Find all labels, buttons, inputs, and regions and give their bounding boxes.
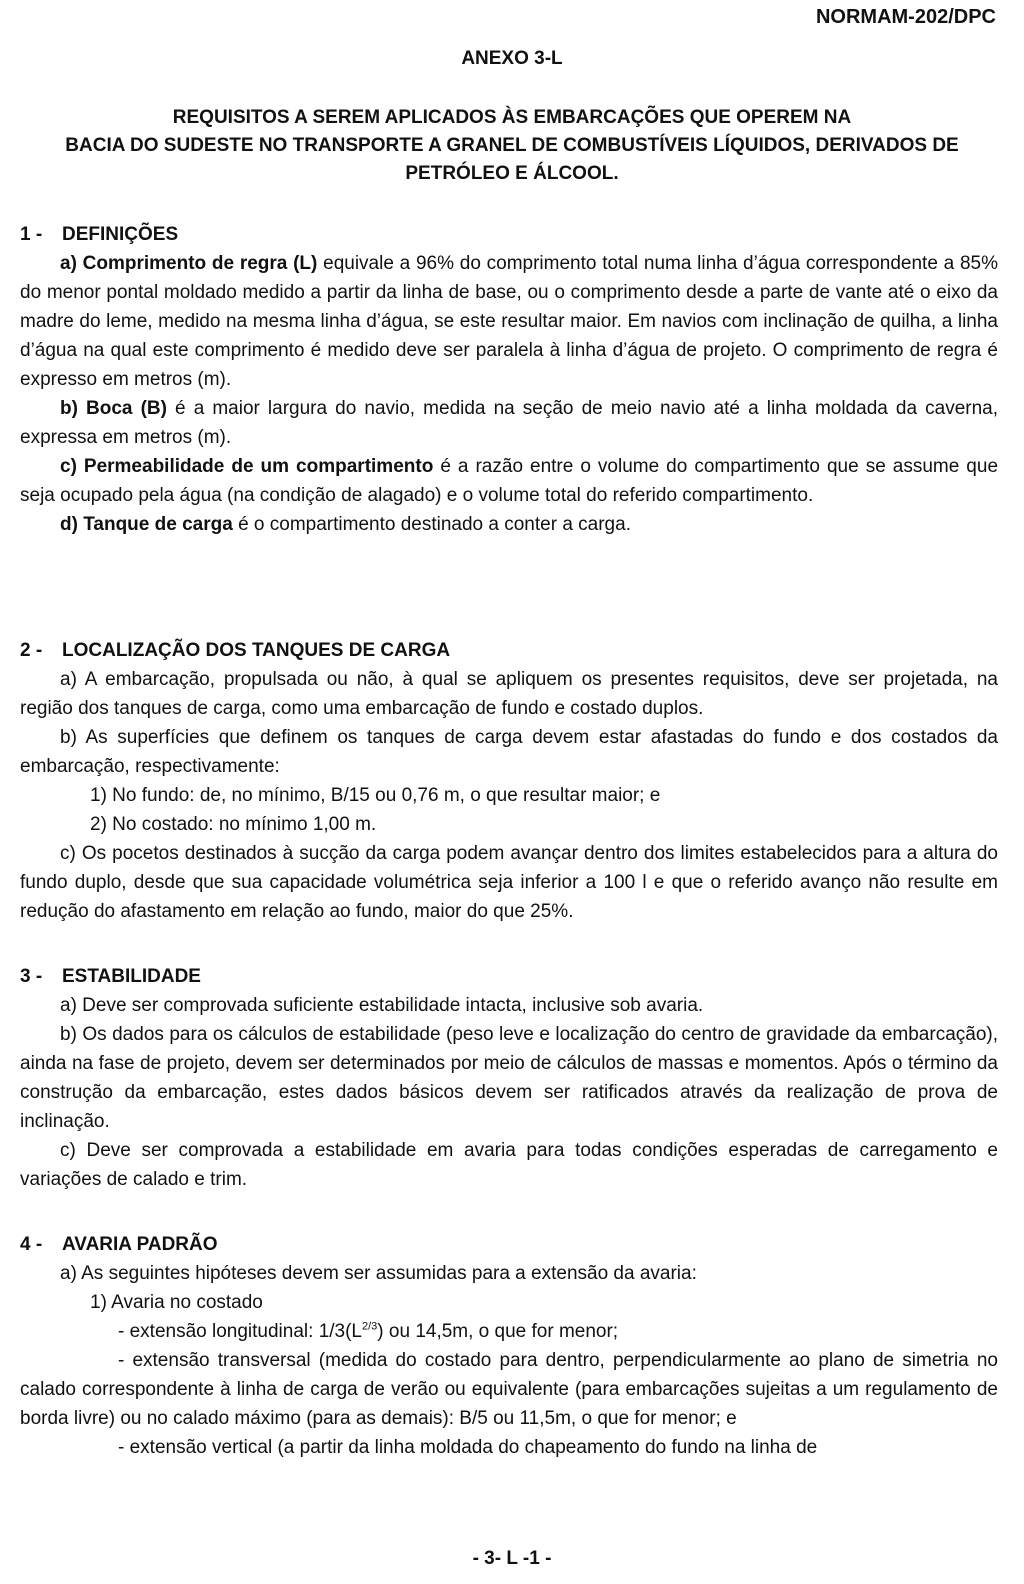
section-3-item-a: a) Deve ser comprovada suficiente estabilidade intacta, inclusive sob avaria. — [60, 995, 704, 1016]
section-2-number: 2 - — [20, 640, 43, 661]
section-4-number: 4 - — [20, 1234, 43, 1255]
section-1 — [20, 220, 998, 539]
section-2-item-c: c) Os pocetos destinados à sucção da carga podem avançar dentro dos limites estabelecidos para a altura do fundo duplo, desde que sua capacidade volumétrica seja inferior a 100 l e que o referido avanço não resulte em redução do afastamento em relação ao fundo, maior do que 25%. — [20, 843, 998, 922]
section-3-item-b: b) Os dados para os cálculos de estabilidade (peso leve e localização do centro de gravidade da embarcação), ainda na fase de projeto, devem ser determinados por meio de cálculos de massas e momentos. Após o término da construção da embarcação, estes dados básicos devem ser ratificados através da realização de prova de inclinação. — [20, 1024, 998, 1132]
section-3-number: 3 - — [20, 966, 43, 987]
longitudinal-extent-text: - extensão longitudinal: 1/3(L — [118, 1321, 362, 1342]
definition-d-text: é o compartimento destinado a conter a carga. — [232, 514, 631, 535]
section-1-title: DEFINIÇÕES — [62, 224, 179, 245]
definition-c-text: é a razão entre o volume do compartimento que se assume que seja ocupado pela água (na condição de alagado) e o volume total do referido compartimento. — [20, 456, 999, 506]
longitudinal-exponent: 2/3 — [362, 1320, 378, 1333]
title-line-2: BACIA DO SUDESTE NO TRANSPORTE A GRANEL DE COMBUSTÍVEIS LÍQUIDOS, DERIVADOS DE — [65, 135, 959, 156]
section-3 — [20, 962, 998, 1194]
section-2-heading — [20, 636, 998, 665]
section-2 — [20, 636, 998, 926]
section-4-item-a: a) As seguintes hipóteses devem ser assumidas para a extensão da avaria: — [60, 1263, 697, 1284]
definition-b-term: b) Boca (B) — [60, 398, 167, 419]
section-2-title: LOCALIZAÇÃO DOS TANQUES DE CARGA — [62, 640, 451, 661]
page-number: - 3- L -1 - — [472, 1548, 552, 1569]
section-2-item-b1: 1) No fundo: de, no mínimo, B/15 ou 0,76 m, o que resultar maior; e — [90, 785, 661, 806]
definition-c-term: c) Permeabilidade de um compartimento — [60, 456, 434, 477]
annex-label: ANEXO 3-L — [461, 48, 563, 69]
section-3-item-c: c) Deve ser comprovada a estabilidade em avaria para todas condições esperadas de carregamento e variações de calado e trim. — [20, 1140, 998, 1190]
section-4-title: AVARIA PADRÃO — [62, 1234, 218, 1255]
transversal-extent: - extensão transversal (medida do costado para dentro, perpendicularmente ao plano de simetria no calado correspondente à linha de carga de verão ou equivalente (para embarcações sujeitas a um regulamento de borda livre) ou no calado máximo (para as demais): B/5 ou 11,5m, o que for menor; e — [20, 1350, 998, 1429]
document-code: NORMAM-202/DPC — [815, 6, 996, 28]
document-title — [20, 104, 1004, 188]
section-1-heading — [20, 220, 998, 249]
definition-d-term: d) Tanque de carga — [60, 514, 233, 535]
section-3-heading — [20, 962, 998, 991]
title-line-3: PETRÓLEO E ÁLCOOL. — [405, 163, 619, 184]
section-1-number: 1 - — [20, 224, 43, 245]
vertical-extent: - extensão vertical (a partir da linha moldada do chapeamento do fundo na linha de — [118, 1437, 818, 1458]
section-4 — [20, 1230, 998, 1462]
definition-a — [20, 249, 998, 394]
section-3-title: ESTABILIDADE — [62, 966, 201, 987]
definition-b-text: é a maior largura do navio, medida na seção de meio navio até a linha moldada da caverna, expressa em metros (m). — [20, 398, 999, 448]
definition-c — [20, 452, 998, 510]
definition-d — [20, 510, 998, 539]
section-4-heading — [20, 1230, 998, 1259]
definition-a-term: a) Comprimento de regra (L) — [60, 253, 318, 274]
section-2-item-b: b) As superfícies que definem os tanques de carga devem estar afastadas do fundo e dos costados da embarcação, respectivamente: — [20, 727, 998, 777]
section-2-item-b2: 2) No costado: no mínimo 1,00 m. — [90, 814, 377, 835]
title-line-1: REQUISITOS A SEREM APLICADOS ÀS EMBARCAÇÕES QUE OPEREM NA — [172, 107, 852, 128]
definition-b — [20, 394, 998, 452]
section-4-item-a1: 1) Avaria no costado — [90, 1292, 263, 1313]
definition-a-text: equivale a 96% do comprimento total numa linha d’água correspondente a 85% do menor pontal moldado medido a partir da linha de base, ou o comprimento desde a parte de vante até o eixo da madre do leme, medido na mesma linha d’água, se este resultar maior. Em navios com inclinação de quilha, a linha d’água na qual este comprimento é medido deve ser paralela à linha d’água de projeto. O comprimento de regra é expresso em metros (m). — [20, 253, 998, 390]
longitudinal-extent — [20, 1317, 998, 1346]
section-2-item-a: a) A embarcação, propulsada ou não, à qual se apliquem os presentes requisitos, deve ser projetada, na região dos tanques de carga, como uma embarcação de fundo e costado duplos. — [20, 669, 998, 719]
longitudinal-extent-tail: ) ou 14,5m, o que for menor; — [377, 1321, 619, 1342]
